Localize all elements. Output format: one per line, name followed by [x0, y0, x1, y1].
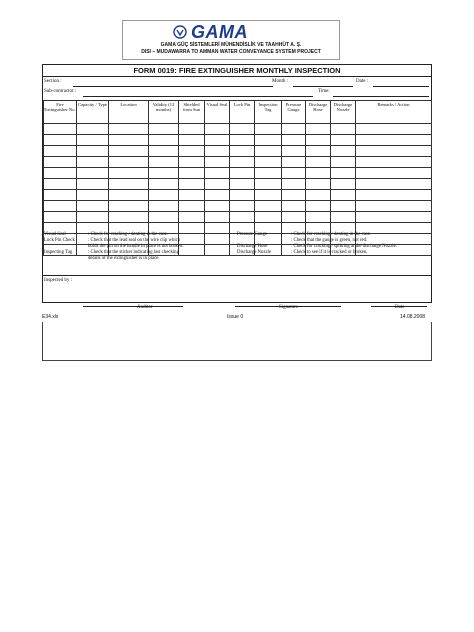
- table-cell[interactable]: [149, 135, 179, 146]
- table-cell[interactable]: [356, 124, 432, 135]
- column-header: Capacity / Type: [77, 101, 109, 124]
- table-cell[interactable]: [149, 201, 179, 212]
- table-cell[interactable]: [255, 201, 282, 212]
- table-cell[interactable]: [331, 135, 356, 146]
- table-cell[interactable]: [44, 201, 77, 212]
- table-cell[interactable]: [44, 135, 77, 146]
- table-cell[interactable]: [179, 168, 205, 179]
- table-cell[interactable]: [109, 146, 149, 157]
- table-cell[interactable]: [331, 146, 356, 157]
- table-cell[interactable]: [205, 179, 230, 190]
- time-field[interactable]: [333, 96, 429, 97]
- table-cell[interactable]: [255, 157, 282, 168]
- table-cell[interactable]: [356, 179, 432, 190]
- table-cell[interactable]: [306, 212, 331, 223]
- form-title: FORM 0019: FIRE EXTINGUISHER MONTHLY INSPECTION: [43, 65, 431, 77]
- column-header: Remarks / Action: [356, 101, 432, 124]
- table-cell[interactable]: [331, 168, 356, 179]
- table-cell[interactable]: [356, 190, 432, 201]
- table-cell[interactable]: [282, 124, 306, 135]
- table-cell[interactable]: [109, 201, 149, 212]
- legend-description: holds the pin on the handle in place is not broken.: [88, 244, 184, 249]
- section-field[interactable]: [73, 86, 273, 87]
- footer-date: 14.08.2008: [400, 314, 426, 320]
- table-cell[interactable]: [230, 168, 255, 179]
- table-cell[interactable]: [331, 201, 356, 212]
- column-header: Shielded from Sun: [179, 101, 205, 124]
- date-label: Date :: [356, 79, 369, 84]
- table-cell[interactable]: [306, 124, 331, 135]
- table-cell[interactable]: [205, 168, 230, 179]
- subcontractor-field[interactable]: [83, 96, 313, 97]
- table-cell[interactable]: [179, 124, 205, 135]
- section-label: Section :: [44, 79, 62, 84]
- table-cell[interactable]: [44, 146, 77, 157]
- table-row: [44, 212, 432, 223]
- table-cell[interactable]: [282, 190, 306, 201]
- column-header: Pressure Gauge: [282, 101, 306, 124]
- table-cell[interactable]: [77, 212, 109, 223]
- table-cell[interactable]: [149, 124, 179, 135]
- table-cell[interactable]: [149, 212, 179, 223]
- bottom-empty-box: [42, 322, 432, 361]
- table-row: [44, 201, 432, 212]
- legend-term: Discharge Nozzle: [237, 250, 272, 255]
- auditor-label: Auditor: [137, 305, 153, 310]
- table-cell[interactable]: [205, 135, 230, 146]
- table-header-row: [44, 101, 432, 124]
- table-cell[interactable]: [77, 157, 109, 168]
- legend-row: [44, 256, 184, 262]
- table-cell[interactable]: [205, 146, 230, 157]
- company-name: GAMA GÜÇ SİSTEMLERİ MÜHENDİSLİK VE TAAHHÜT A. Ş.: [160, 42, 302, 48]
- footer-issue: Issue 0: [227, 314, 244, 320]
- table-cell[interactable]: [179, 157, 205, 168]
- column-header: Fire Extinguisher No.: [44, 101, 77, 124]
- table-cell[interactable]: [205, 212, 230, 223]
- table-cell[interactable]: [356, 135, 432, 146]
- signoff-date-label: Date: [395, 305, 405, 310]
- table-cell[interactable]: [149, 146, 179, 157]
- table-cell[interactable]: [44, 124, 77, 135]
- table-cell[interactable]: [230, 190, 255, 201]
- table-cell[interactable]: [109, 157, 149, 168]
- time-label: Time:: [318, 89, 330, 94]
- table-cell[interactable]: [179, 190, 205, 201]
- table-cell[interactable]: [44, 212, 77, 223]
- table-row: [44, 146, 432, 157]
- table-cell[interactable]: [77, 124, 109, 135]
- month-label: Month :: [272, 79, 288, 84]
- table-cell[interactable]: [179, 179, 205, 190]
- table-cell[interactable]: [109, 212, 149, 223]
- inspection-form: [42, 64, 432, 303]
- table-cell[interactable]: [255, 135, 282, 146]
- table-cell[interactable]: [205, 245, 230, 256]
- table-cell[interactable]: [230, 212, 255, 223]
- table-cell[interactable]: [306, 135, 331, 146]
- table-cell[interactable]: [205, 124, 230, 135]
- table-cell[interactable]: [109, 190, 149, 201]
- legend-term: Lock Pin Check: [44, 238, 75, 243]
- table-cell[interactable]: [205, 201, 230, 212]
- legend-right: [237, 232, 397, 256]
- table-row: [44, 135, 432, 146]
- table-cell[interactable]: [331, 124, 356, 135]
- legend-description: : Check for cracking / denting in the case.: [88, 232, 169, 237]
- table-cell[interactable]: [44, 168, 77, 179]
- table-cell[interactable]: [331, 179, 356, 190]
- legend-row: [237, 250, 397, 256]
- table-cell[interactable]: [179, 135, 205, 146]
- legend-description: : Check that the sticker indicating last checking: [88, 250, 179, 255]
- table-cell[interactable]: [282, 146, 306, 157]
- table-row: [44, 179, 432, 190]
- table-cell[interactable]: [282, 179, 306, 190]
- inspected-by-label: Inspected by :: [44, 278, 73, 283]
- table-cell[interactable]: [255, 146, 282, 157]
- gama-logo-icon: [173, 25, 187, 39]
- table-cell[interactable]: [149, 168, 179, 179]
- table-cell[interactable]: [282, 212, 306, 223]
- table-cell[interactable]: [179, 212, 205, 223]
- table-cell[interactable]: [205, 223, 230, 234]
- table-cell[interactable]: [356, 201, 432, 212]
- table-cell[interactable]: [77, 146, 109, 157]
- legend-term: Pressure Gauge: [237, 232, 267, 237]
- table-cell[interactable]: [77, 168, 109, 179]
- table-cell[interactable]: [230, 146, 255, 157]
- legend-term: Discharge Hose: [237, 244, 268, 249]
- table-cell[interactable]: [331, 212, 356, 223]
- legend-description: : Check that the gauge is green, not red.: [291, 238, 368, 243]
- table-cell[interactable]: [149, 157, 179, 168]
- column-header: Inspection Tag: [255, 101, 282, 124]
- table-cell[interactable]: [77, 201, 109, 212]
- table-cell[interactable]: [306, 168, 331, 179]
- table-cell[interactable]: [77, 135, 109, 146]
- legend-term: Visual Seal: [44, 232, 66, 237]
- table-cell[interactable]: [282, 135, 306, 146]
- subcontractor-label: Sub-contractor :: [44, 89, 77, 94]
- table-cell[interactable]: [255, 168, 282, 179]
- table-row: [44, 190, 432, 201]
- table-cell[interactable]: [255, 179, 282, 190]
- legend-description: : Check for cracking / splitting at the discharge Nozzle.: [291, 244, 397, 249]
- table-cell[interactable]: [179, 146, 205, 157]
- table-cell[interactable]: [306, 179, 331, 190]
- table-cell[interactable]: [306, 146, 331, 157]
- table-cell[interactable]: [230, 135, 255, 146]
- table-cell[interactable]: [255, 212, 282, 223]
- table-cell[interactable]: [356, 212, 432, 223]
- legend-description: : Check that the lead seal on the wire clip which: [88, 238, 181, 243]
- table-cell[interactable]: [282, 201, 306, 212]
- table-cell[interactable]: [306, 190, 331, 201]
- table-cell[interactable]: [230, 124, 255, 135]
- table-cell[interactable]: [109, 124, 149, 135]
- table-cell[interactable]: [205, 190, 230, 201]
- table-cell[interactable]: [282, 168, 306, 179]
- table-cell[interactable]: [109, 135, 149, 146]
- table-cell[interactable]: [282, 157, 306, 168]
- table-cell[interactable]: [149, 179, 179, 190]
- date-field[interactable]: [373, 86, 429, 87]
- project-name: DISI – MUDAWARRA TO AMMAN WATER CONVEYANCE SYSTEM PROJECT: [141, 49, 321, 55]
- table-cell[interactable]: [255, 124, 282, 135]
- legend-left: [44, 232, 184, 262]
- table-cell[interactable]: [77, 179, 109, 190]
- column-header: Lock Pin: [230, 101, 255, 124]
- table-cell[interactable]: [44, 179, 77, 190]
- table-cell[interactable]: [356, 157, 432, 168]
- table-cell[interactable]: [255, 190, 282, 201]
- table-cell[interactable]: [230, 157, 255, 168]
- table-cell[interactable]: [44, 157, 77, 168]
- table-cell[interactable]: [331, 157, 356, 168]
- month-field[interactable]: [293, 86, 353, 87]
- legend-description: : Check for cracking / denting in the case.: [291, 232, 372, 237]
- table-cell[interactable]: [331, 190, 356, 201]
- table-cell[interactable]: [205, 234, 230, 245]
- table-row: [44, 168, 432, 179]
- table-cell[interactable]: [149, 190, 179, 201]
- legend-description: : Check to see if it is cracked or broken.: [291, 250, 368, 255]
- table-cell[interactable]: [109, 179, 149, 190]
- table-cell[interactable]: [356, 168, 432, 179]
- table-cell[interactable]: [179, 201, 205, 212]
- column-header: Discharge Nozzle: [331, 101, 356, 124]
- column-header: Location: [109, 101, 149, 124]
- table-cell[interactable]: [230, 179, 255, 190]
- table-cell[interactable]: [77, 190, 109, 201]
- table-row: [44, 124, 432, 135]
- table-cell[interactable]: [356, 146, 432, 157]
- legend-term: Inspecting Tag: [44, 250, 73, 255]
- column-header: Discharge Hose: [306, 101, 331, 124]
- table-cell[interactable]: [44, 190, 77, 201]
- column-header: Validity (12 months): [149, 101, 179, 124]
- table-cell[interactable]: [306, 201, 331, 212]
- footer-filename: E34.xls: [42, 314, 59, 320]
- signoff-divider: [43, 275, 431, 276]
- column-header: Visual Seal: [205, 101, 230, 124]
- signature-label: Signature: [279, 305, 299, 310]
- table-cell[interactable]: [205, 157, 230, 168]
- table-cell[interactable]: [306, 157, 331, 168]
- company-logo-box: [122, 20, 340, 60]
- table-cell[interactable]: [230, 201, 255, 212]
- table-row: [44, 157, 432, 168]
- legend-description: details of the extinguisher is in place.: [88, 256, 160, 261]
- logo-wordmark: GAMA: [191, 22, 248, 42]
- auditor-line[interactable]: [83, 306, 183, 307]
- table-cell[interactable]: [109, 168, 149, 179]
